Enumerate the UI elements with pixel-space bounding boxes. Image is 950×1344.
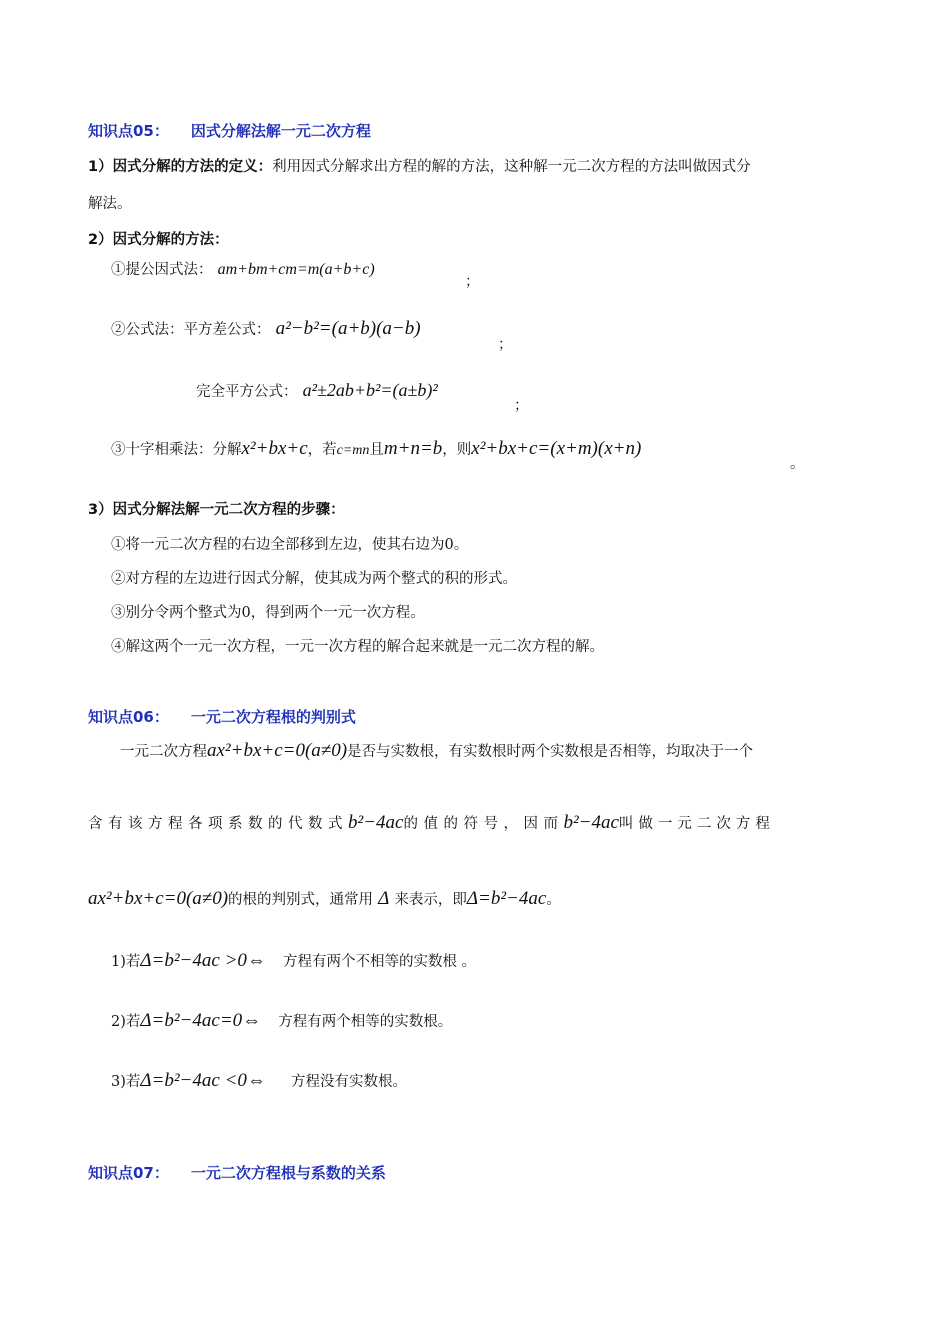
step-item: ④解这两个一元一次方程，一元一次方程的解合起来就是一元二次方程的解。 — [111, 639, 604, 655]
method-3-result: x²+bx+c=(x+m)(x+n) — [471, 438, 642, 459]
method-2-label: ②公式法：平方差公式： — [111, 322, 271, 338]
step-item: ②对方程的左边进行因式分解，使其成为两个整式的积的形式。 — [111, 571, 517, 587]
steps-label: 3）因式分解法解一元二次方程的步骤： — [88, 502, 345, 518]
step-item: ①将一元二次方程的右边全部移到左边，使其右边为0。 — [111, 537, 469, 553]
case-formula: Δ=b²−4ac >0⇔ — [140, 950, 266, 971]
para-text: 的值的符号，因而 — [403, 816, 564, 832]
method-2 — [111, 318, 421, 340]
para-text: 。 — [546, 892, 561, 908]
method-2b-formula: a²±2ab+b²=(a±b)² — [302, 380, 438, 400]
case-text: 方程有两个不相等的实数根 。 — [282, 954, 477, 970]
step-item: ③别分令两个整式为0，得到两个一元一次方程。 — [111, 605, 425, 621]
case-text: 方程没有实数根。 — [290, 1074, 407, 1090]
definition-line — [88, 155, 751, 176]
method-2-end: ； — [498, 337, 513, 353]
para-text: 叫做一元二次方程 — [618, 816, 775, 832]
discriminant-para-line-3 — [88, 888, 561, 910]
para-text: 含有该方程各项系数的代数式 — [88, 816, 348, 832]
para-text: 是否与实数根，有实数根时两个实数根是否相等，均取决于一个 — [347, 744, 754, 760]
heading-number: 知识点06： — [88, 708, 169, 726]
para-text: 的根的判别式，通常用 — [228, 892, 374, 908]
method-3-text: ，则 — [442, 442, 472, 458]
method-2-formula: a²−b²=(a+b)(a−b) — [275, 318, 421, 339]
para-text: 来表示，即 — [394, 892, 467, 908]
section-heading-kp07 — [88, 1162, 386, 1183]
method-2b — [196, 380, 438, 401]
section-heading-kp05 — [88, 120, 371, 141]
method-1-label: ①提公因式法： — [111, 262, 213, 278]
heading-number: 知识点07： — [88, 1164, 169, 1182]
discriminant-para-line-1 — [120, 740, 753, 762]
method-3-text: 且 — [369, 442, 384, 458]
definition-label: 1）因式分解的方法的定义： — [88, 159, 273, 175]
case-3 — [111, 1070, 407, 1092]
case-formula: Δ=b²−4ac <0⇔ — [140, 1070, 266, 1091]
case-prefix: 3)若 — [111, 1074, 141, 1090]
delta-formula: Δ=b²−4ac — [466, 888, 547, 909]
method-3-expr: x²+bx+c — [241, 438, 308, 459]
method-1-end: ； — [465, 274, 480, 290]
method-3-cond: c=mn — [336, 443, 370, 458]
case-prefix: 1)若 — [111, 954, 141, 970]
discriminant-formula: b²−4ac — [563, 812, 619, 833]
heading-text: 一元二次方程根与系数的关系 — [190, 1164, 386, 1182]
discriminant-formula: b²−4ac — [348, 812, 404, 833]
heading-text: 因式分解法解一元二次方程 — [190, 122, 371, 140]
method-1-formula: am+bm+cm=m(a+b+c) — [217, 261, 375, 278]
method-3-end: 。 — [790, 456, 805, 472]
case-2 — [111, 1010, 452, 1032]
method-2b-end: ； — [514, 398, 529, 414]
discriminant-para-line-2 — [88, 812, 775, 834]
section-heading-kp06 — [88, 706, 356, 727]
case-formula: Δ=b²−4ac=0⇔ — [140, 1010, 262, 1031]
case-prefix: 2)若 — [111, 1014, 141, 1030]
method-3-sum: m+n=b — [383, 438, 443, 459]
case-1 — [111, 950, 476, 972]
definition-text: 利用因式分解求出方程的解的方法，这种解一元二次方程的方法叫做因式分 — [272, 159, 751, 175]
method-2b-label: 完全平方公式： — [196, 384, 298, 400]
method-1 — [111, 258, 375, 279]
equation-formula: ax²+bx+c=0(a≠0) — [207, 740, 348, 761]
para-text: 一元二次方程 — [120, 744, 207, 760]
delta-symbol: Δ — [378, 888, 390, 909]
equation-formula: ax²+bx+c=0(a≠0) — [88, 888, 229, 909]
method-3-label: ③十字相乘法：分解 — [111, 442, 242, 458]
method-3 — [111, 438, 641, 460]
definition-text-cont: 解法。 — [88, 196, 132, 212]
methods-label: 2）因式分解的方法： — [88, 232, 229, 248]
heading-text: 一元二次方程根的判别式 — [190, 708, 356, 726]
case-text: 方程有两个相等的实数根。 — [278, 1014, 453, 1030]
heading-number: 知识点05： — [88, 122, 169, 140]
method-3-text: ，若 — [307, 442, 337, 458]
